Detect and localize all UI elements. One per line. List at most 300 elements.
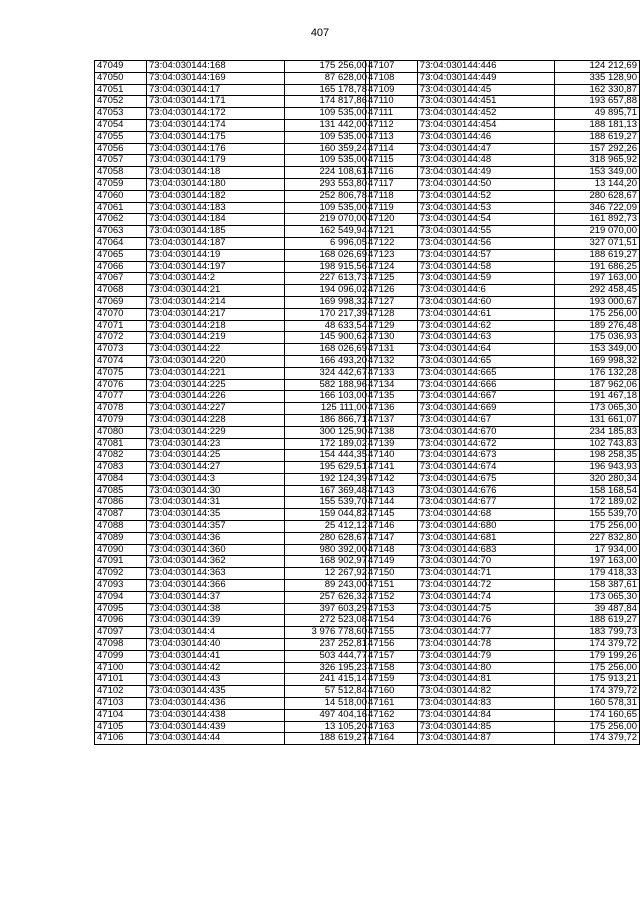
row-number-cell: 47115	[366, 155, 418, 167]
row-number-cell: 47065	[95, 249, 147, 261]
row-number-cell: 47137	[366, 414, 418, 426]
value-cell: 980 392,00	[285, 544, 370, 556]
table-row	[95, 249, 370, 261]
row-number-cell: 47163	[366, 721, 418, 733]
table-row	[95, 450, 370, 462]
table-row	[366, 84, 640, 96]
cadastral-number-cell: 73:04:030144:184	[147, 214, 285, 226]
right-table	[365, 60, 640, 745]
row-number-cell: 47131	[366, 344, 418, 356]
table-row	[366, 202, 640, 214]
table-row	[95, 615, 370, 627]
table-row	[95, 190, 370, 202]
table-row	[366, 438, 640, 450]
row-number-cell: 47123	[366, 249, 418, 261]
value-cell: 157 292,26	[555, 143, 640, 155]
value-cell: 397 603,29	[285, 603, 370, 615]
cadastral-number-cell: 73:04:030144:183	[147, 202, 285, 214]
cadastral-number-cell: 73:04:030144:438	[147, 709, 285, 721]
table-row	[366, 462, 640, 474]
value-cell: 227 613,73	[285, 273, 370, 285]
cadastral-number-cell: 73:04:030144:182	[147, 190, 285, 202]
table-row	[366, 379, 640, 391]
row-number-cell: 47104	[95, 709, 147, 721]
value-cell: 292 458,45	[555, 285, 640, 297]
cadastral-number-cell: 73:04:030144:63	[417, 332, 554, 344]
row-number-cell: 47091	[95, 556, 147, 568]
cadastral-number-cell: 73:04:030144:219	[147, 332, 285, 344]
row-number-cell: 47133	[366, 367, 418, 379]
table-row	[95, 733, 370, 745]
table-row	[366, 61, 640, 73]
row-number-cell: 47083	[95, 462, 147, 474]
value-cell: 503 444,77	[285, 650, 370, 662]
row-number-cell: 47135	[366, 391, 418, 403]
value-cell: 155 539,70	[285, 497, 370, 509]
value-cell: 161 892,73	[555, 214, 640, 226]
cadastral-number-cell: 73:04:030144:229	[147, 426, 285, 438]
value-cell: 189 276,48	[555, 320, 640, 332]
cadastral-number-cell: 73:04:030144:683	[417, 544, 554, 556]
table-row	[366, 96, 640, 108]
cadastral-number-cell: 73:04:030144:363	[147, 568, 285, 580]
row-number-cell: 47061	[95, 202, 147, 214]
row-number-cell: 47057	[95, 155, 147, 167]
row-number-cell: 47152	[366, 591, 418, 603]
table-row	[366, 591, 640, 603]
row-number-cell: 47074	[95, 355, 147, 367]
cadastral-number-cell: 73:04:030144:220	[147, 355, 285, 367]
cadastral-number-cell: 73:04:030144:21	[147, 285, 285, 297]
cadastral-number-cell: 73:04:030144:79	[417, 650, 554, 662]
value-cell: 166 493,20	[285, 355, 370, 367]
value-cell: 124 212,69	[555, 61, 640, 73]
row-number-cell: 47154	[366, 615, 418, 627]
table-row	[366, 367, 640, 379]
row-number-cell: 47068	[95, 285, 147, 297]
row-number-cell: 47147	[366, 532, 418, 544]
value-cell: 300 125,90	[285, 426, 370, 438]
table-row	[366, 580, 640, 592]
cadastral-number-cell: 73:04:030144:2	[147, 273, 285, 285]
cadastral-number-cell: 73:04:030144:221	[147, 367, 285, 379]
table-row	[366, 721, 640, 733]
row-number-cell: 47097	[95, 627, 147, 639]
row-number-cell: 47142	[366, 473, 418, 485]
row-number-cell: 47059	[95, 178, 147, 190]
row-number-cell: 47109	[366, 84, 418, 96]
value-cell: 159 044,82	[285, 509, 370, 521]
cadastral-number-cell: 73:04:030144:366	[147, 580, 285, 592]
table-row	[95, 96, 370, 108]
value-cell: 39 487,84	[555, 603, 640, 615]
row-number-cell: 47161	[366, 698, 418, 710]
cadastral-number-cell: 73:04:030144:667	[417, 391, 554, 403]
value-cell: 174 379,72	[555, 686, 640, 698]
row-number-cell: 47087	[95, 509, 147, 521]
cadastral-number-cell: 73:04:030144:53	[417, 202, 554, 214]
table-row	[95, 662, 370, 674]
row-number-cell: 47080	[95, 426, 147, 438]
row-number-cell: 47096	[95, 615, 147, 627]
cadastral-number-cell: 73:04:030144:77	[417, 627, 554, 639]
row-number-cell: 47071	[95, 320, 147, 332]
row-number-cell: 47144	[366, 497, 418, 509]
row-number-cell: 47063	[95, 226, 147, 238]
value-cell: 252 806,78	[285, 190, 370, 202]
row-number-cell: 47150	[366, 568, 418, 580]
value-cell: 174 160,65	[555, 709, 640, 721]
table-row	[95, 178, 370, 190]
cadastral-number-cell: 73:04:030144:74	[417, 591, 554, 603]
value-cell: 327 071,51	[555, 237, 640, 249]
row-number-cell: 47102	[95, 686, 147, 698]
row-number-cell: 47118	[366, 190, 418, 202]
cadastral-number-cell: 73:04:030144:362	[147, 556, 285, 568]
row-number-cell: 47128	[366, 308, 418, 320]
value-cell: 158 387,61	[555, 580, 640, 592]
row-number-cell: 47112	[366, 119, 418, 131]
table-row	[366, 698, 640, 710]
row-number-cell: 47110	[366, 96, 418, 108]
table-row	[95, 119, 370, 131]
row-number-cell: 47072	[95, 332, 147, 344]
cadastral-number-cell: 73:04:030144:42	[147, 662, 285, 674]
row-number-cell: 47085	[95, 485, 147, 497]
table-row	[95, 155, 370, 167]
value-cell: 153 349,00	[555, 344, 640, 356]
cadastral-number-cell: 73:04:030144:228	[147, 414, 285, 426]
row-number-cell: 47143	[366, 485, 418, 497]
row-number-cell: 47058	[95, 167, 147, 179]
row-number-cell: 47075	[95, 367, 147, 379]
table-row	[95, 273, 370, 285]
table-row	[95, 237, 370, 249]
cadastral-number-cell: 73:04:030144:56	[417, 237, 554, 249]
row-number-cell: 47094	[95, 591, 147, 603]
row-number-cell: 47132	[366, 355, 418, 367]
cadastral-number-cell: 73:04:030144:674	[417, 462, 554, 474]
value-cell: 198 258,35	[555, 450, 640, 462]
cadastral-number-cell: 73:04:030144:55	[417, 226, 554, 238]
row-number-cell: 47138	[366, 426, 418, 438]
cadastral-number-cell: 73:04:030144:175	[147, 131, 285, 143]
table-row	[95, 497, 370, 509]
value-cell: 169 998,32	[285, 296, 370, 308]
table-row	[95, 391, 370, 403]
table-row	[95, 462, 370, 474]
row-number-cell: 47116	[366, 167, 418, 179]
table-row	[366, 556, 640, 568]
cadastral-number-cell: 73:04:030144:665	[417, 367, 554, 379]
cadastral-number-cell: 73:04:030144:30	[147, 485, 285, 497]
row-number-cell: 47120	[366, 214, 418, 226]
cadastral-number-cell: 73:04:030144:27	[147, 462, 285, 474]
row-number-cell: 47160	[366, 686, 418, 698]
row-number-cell: 47127	[366, 296, 418, 308]
value-cell: 162 549,94	[285, 226, 370, 238]
table-row	[366, 485, 640, 497]
row-number-cell: 47100	[95, 662, 147, 674]
value-cell: 193 000,67	[555, 296, 640, 308]
cadastral-number-cell: 73:04:030144:62	[417, 320, 554, 332]
cadastral-number-cell: 73:04:030144:666	[417, 379, 554, 391]
value-cell: 109 535,00	[285, 202, 370, 214]
cadastral-number-cell: 73:04:030144:172	[147, 108, 285, 120]
row-number-cell: 47141	[366, 462, 418, 474]
table-row	[95, 709, 370, 721]
value-cell: 175 256,00	[555, 662, 640, 674]
table-row	[366, 143, 640, 155]
value-cell: 109 535,00	[285, 155, 370, 167]
row-number-cell: 47056	[95, 143, 147, 155]
table-row	[366, 662, 640, 674]
row-number-cell: 47076	[95, 379, 147, 391]
row-number-cell: 47066	[95, 261, 147, 273]
table-row	[366, 237, 640, 249]
row-number-cell: 47146	[366, 521, 418, 533]
value-cell: 257 626,32	[285, 591, 370, 603]
value-cell: 89 243,00	[285, 580, 370, 592]
value-cell: 145 900,62	[285, 332, 370, 344]
row-number-cell: 47088	[95, 521, 147, 533]
cadastral-number-cell: 73:04:030144:454	[417, 119, 554, 131]
value-cell: 131 661,07	[555, 414, 640, 426]
cadastral-number-cell: 73:04:030144:360	[147, 544, 285, 556]
table-row	[95, 438, 370, 450]
page-number: 407	[310, 27, 330, 39]
value-cell: 188 619,27	[555, 249, 640, 261]
row-number-cell: 47090	[95, 544, 147, 556]
table-row	[366, 320, 640, 332]
value-cell: 155 539,70	[555, 509, 640, 521]
value-cell: 169 998,32	[555, 355, 640, 367]
value-cell: 6 996,05	[285, 237, 370, 249]
value-cell: 241 415,14	[285, 674, 370, 686]
table-row	[95, 521, 370, 533]
cadastral-number-cell: 73:04:030144:197	[147, 261, 285, 273]
value-cell: 160 578,31	[555, 698, 640, 710]
table-row	[366, 733, 640, 745]
cadastral-number-cell: 73:04:030144:35	[147, 509, 285, 521]
cadastral-number-cell: 73:04:030144:68	[417, 509, 554, 521]
row-number-cell: 47119	[366, 202, 418, 214]
table-row	[366, 391, 640, 403]
table-row	[366, 686, 640, 698]
cadastral-number-cell: 73:04:030144:50	[417, 178, 554, 190]
cadastral-number-cell: 73:04:030144:6	[417, 285, 554, 297]
table-row	[366, 473, 640, 485]
cadastral-number-cell: 73:04:030144:18	[147, 167, 285, 179]
cadastral-number-cell: 73:04:030144:40	[147, 639, 285, 651]
row-number-cell: 47130	[366, 332, 418, 344]
cadastral-number-cell: 73:04:030144:169	[147, 72, 285, 84]
table-row	[366, 414, 640, 426]
row-number-cell: 47153	[366, 603, 418, 615]
value-cell: 196 943,93	[555, 462, 640, 474]
value-cell: 188 181,13	[555, 119, 640, 131]
value-cell: 195 629,51	[285, 462, 370, 474]
cadastral-number-cell: 73:04:030144:171	[147, 96, 285, 108]
table-row	[366, 332, 640, 344]
left-table	[94, 60, 370, 745]
cadastral-number-cell: 73:04:030144:57	[417, 249, 554, 261]
cadastral-number-cell: 73:04:030144:672	[417, 438, 554, 450]
table-row	[366, 544, 640, 556]
value-cell: 174 379,72	[555, 733, 640, 745]
cadastral-number-cell: 73:04:030144:71	[417, 568, 554, 580]
cadastral-number-cell: 73:04:030144:85	[417, 721, 554, 733]
cadastral-number-cell: 73:04:030144:680	[417, 521, 554, 533]
row-number-cell: 47089	[95, 532, 147, 544]
row-number-cell: 47093	[95, 580, 147, 592]
value-cell: 109 535,00	[285, 108, 370, 120]
row-number-cell: 47125	[366, 273, 418, 285]
row-number-cell: 47060	[95, 190, 147, 202]
value-cell: 197 163,00	[555, 556, 640, 568]
value-cell: 17 934,00	[555, 544, 640, 556]
value-cell: 183 799,73	[555, 627, 640, 639]
table-row	[95, 214, 370, 226]
cadastral-number-cell: 73:04:030144:67	[417, 414, 554, 426]
value-cell: 13 144,20	[555, 178, 640, 190]
value-cell: 188 619,27	[285, 733, 370, 745]
cadastral-number-cell: 73:04:030144:58	[417, 261, 554, 273]
cadastral-number-cell: 73:04:030144:227	[147, 403, 285, 415]
table-row	[95, 332, 370, 344]
row-number-cell: 47050	[95, 72, 147, 84]
value-cell: 197 163,00	[555, 273, 640, 285]
row-number-cell: 47051	[95, 84, 147, 96]
table-row	[366, 119, 640, 131]
row-number-cell: 47121	[366, 226, 418, 238]
value-cell: 166 103,00	[285, 391, 370, 403]
row-number-cell: 47140	[366, 450, 418, 462]
value-cell: 191 686,25	[555, 261, 640, 273]
row-number-cell: 47113	[366, 131, 418, 143]
value-cell: 272 523,08	[285, 615, 370, 627]
value-cell: 224 108,61	[285, 167, 370, 179]
cadastral-number-cell: 73:04:030144:78	[417, 639, 554, 651]
cadastral-number-cell: 73:04:030144:87	[417, 733, 554, 745]
cadastral-number-cell: 73:04:030144:37	[147, 591, 285, 603]
value-cell: 194 096,02	[285, 285, 370, 297]
value-cell: 160 359,24	[285, 143, 370, 155]
row-number-cell: 47077	[95, 391, 147, 403]
cadastral-number-cell: 73:04:030144:446	[417, 61, 554, 73]
row-number-cell: 47107	[366, 61, 418, 73]
cadastral-number-cell: 73:04:030144:681	[417, 532, 554, 544]
cadastral-number-cell: 73:04:030144:179	[147, 155, 285, 167]
cadastral-number-cell: 73:04:030144:48	[417, 155, 554, 167]
cadastral-number-cell: 73:04:030144:45	[417, 84, 554, 96]
row-number-cell: 47086	[95, 497, 147, 509]
row-number-cell: 47049	[95, 61, 147, 73]
cadastral-number-cell: 73:04:030144:180	[147, 178, 285, 190]
value-cell: 318 965,92	[555, 155, 640, 167]
table-row	[95, 226, 370, 238]
value-cell: 87 628,00	[285, 72, 370, 84]
value-cell: 280 628,67	[285, 532, 370, 544]
value-cell: 172 189,02	[285, 438, 370, 450]
value-cell: 173 065,30	[555, 403, 640, 415]
table-row	[366, 273, 640, 285]
table-row	[95, 167, 370, 179]
table-row	[95, 285, 370, 297]
value-cell: 188 619,27	[555, 615, 640, 627]
cadastral-number-cell: 73:04:030144:43	[147, 674, 285, 686]
row-number-cell: 47159	[366, 674, 418, 686]
cadastral-number-cell: 73:04:030144:677	[417, 497, 554, 509]
cadastral-number-cell: 73:04:030144:59	[417, 273, 554, 285]
cadastral-number-cell: 73:04:030144:44	[147, 733, 285, 745]
row-number-cell: 47114	[366, 143, 418, 155]
value-cell: 582 188,96	[285, 379, 370, 391]
value-cell: 153 349,00	[555, 167, 640, 179]
value-cell: 14 518,00	[285, 698, 370, 710]
table-row	[366, 615, 640, 627]
value-cell: 175 256,00	[285, 61, 370, 73]
cadastral-number-cell: 73:04:030144:23	[147, 438, 285, 450]
row-number-cell: 47098	[95, 639, 147, 651]
value-cell: 193 657,88	[555, 96, 640, 108]
row-number-cell: 47122	[366, 237, 418, 249]
row-number-cell: 47055	[95, 131, 147, 143]
cadastral-number-cell: 73:04:030144:451	[417, 96, 554, 108]
cadastral-number-cell: 73:04:030144:676	[417, 485, 554, 497]
row-number-cell: 47078	[95, 403, 147, 415]
table-row	[95, 72, 370, 84]
value-cell: 234 185,83	[555, 426, 640, 438]
cadastral-number-cell: 73:04:030144:70	[417, 556, 554, 568]
table-row	[95, 686, 370, 698]
cadastral-number-cell: 73:04:030144:64	[417, 344, 554, 356]
cadastral-number-cell: 73:04:030144:174	[147, 119, 285, 131]
table-row	[366, 532, 640, 544]
cadastral-number-cell: 73:04:030144:49	[417, 167, 554, 179]
table-row	[366, 709, 640, 721]
row-number-cell: 47082	[95, 450, 147, 462]
value-cell: 174 817,86	[285, 96, 370, 108]
cadastral-number-cell: 73:04:030144:452	[417, 108, 554, 120]
value-cell: 176 132,28	[555, 367, 640, 379]
row-number-cell: 47054	[95, 119, 147, 131]
cadastral-number-cell: 73:04:030144:25	[147, 450, 285, 462]
value-cell: 167 369,48	[285, 485, 370, 497]
row-number-cell: 47158	[366, 662, 418, 674]
table-row	[366, 249, 640, 261]
row-number-cell: 47099	[95, 650, 147, 662]
value-cell: 227 832,80	[555, 532, 640, 544]
table-row	[95, 674, 370, 686]
cadastral-number-cell: 73:04:030144:84	[417, 709, 554, 721]
row-number-cell: 47162	[366, 709, 418, 721]
value-cell: 48 633,54	[285, 320, 370, 332]
row-number-cell: 47062	[95, 214, 147, 226]
row-number-cell: 47073	[95, 344, 147, 356]
cadastral-number-cell: 73:04:030144:41	[147, 650, 285, 662]
table-row	[366, 167, 640, 179]
table-row	[366, 155, 640, 167]
value-cell: 175 913,21	[555, 674, 640, 686]
table-row	[366, 178, 640, 190]
cadastral-number-cell: 73:04:030144:81	[417, 674, 554, 686]
table-row	[366, 108, 640, 120]
cadastral-number-cell: 73:04:030144:435	[147, 686, 285, 698]
table-row	[366, 190, 640, 202]
cadastral-number-cell: 73:04:030144:39	[147, 615, 285, 627]
value-cell: 191 467,18	[555, 391, 640, 403]
